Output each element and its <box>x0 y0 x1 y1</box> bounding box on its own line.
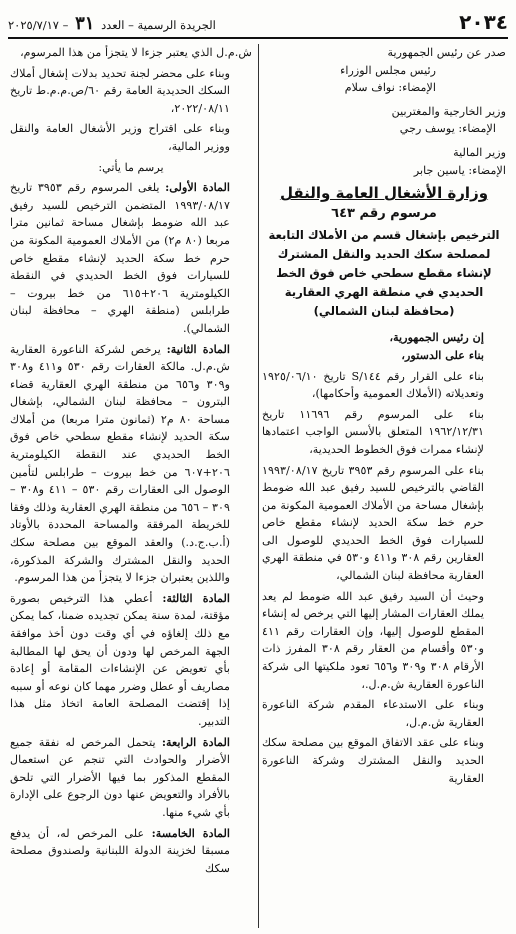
fin-title: وزير المالية <box>453 145 506 159</box>
article-2 <box>10 341 252 587</box>
article-4 <box>10 734 252 822</box>
issue-number: ٣١ <box>75 13 95 34</box>
article-label: المادة الخامسة: <box>151 825 230 840</box>
pm-signature: الإمضاء: نواف سلام <box>344 81 436 95</box>
article-label: المادة الثانية: <box>166 341 231 356</box>
decree-number: مرسوم رقم ٦٤٣ <box>331 205 437 221</box>
paragraph: وحيث أن السيد رفيق عبد الله ضومط لم يعد يملك العقارات المشار إليها التي يرخص له إنشاء المقطع للوصول إليها، وإن العقارات رقم ٤١١ و٥٣٠ وأقسام من العقار رقم ٣٠٨ المفرز ذات الأرقام ٣٠٨ و٣٠٩ و٦٥٦ تعود ملكيتها الى شركة الناعورة العقارية ش.م.ل.، <box>262 589 484 691</box>
article-text: على المرخص له، أن يدفع مسبقا لخزينة الدولة اللبنانية ولصندوق مصلحة سكك <box>10 826 230 875</box>
article-text: يرخص لشركة الناعورة العقارية ش.م.ل. مالكة العقارات رقم ٥٣٠ و٤١١ و٣٠٨ و٣٠٩ و٦٥٦ من منطقة الهري العقارية قضاء البترون – محافظة لبنان الشمالي، بإشغال مساحة ٨٠ م٢ (ثمانون مترا مربعا) من أملاك سكة الحديد لإنشاء مقطع سطحي خاص فوق الخط الحديدي عند النقطة الكيلومترية ٢٠٦+٦٠٧ من خط بيروت – طرابلس لتأمين الوصول الى العقارات رقم ٥٣٠ – ٤١١ و٣٠٨ – ٣٠٩ – ٦٥٦ من منطقة الهري العقارية وذلك وفقا للخريطة المرفقة والمساحة المحددة بالأوتاد (أ.ب.ج.د.) والعقد الموقع بين مصلحة سكك الحديد والنقل المشترك والشركة المذكورة، واللذين يعتبران جزءا لا يتجزأ من هذا المرسوم. <box>10 342 231 585</box>
ministry-heading: وزارة الأشغال العامة والنقل <box>279 184 489 203</box>
article-text: أعطي هذا الترخيص بصورة مؤقتة، لمدة سنة يمكن تجديده ضمنا، كما يمكن مع ذلك إلغاؤه في أي وقت دون أخذ موافقة الجهة المرخص لها ودون أن يحق لها المطالبة بأي تعويض عن الإنشاءات المقامة أو إعادة مصاريف أو عطل وضرر مهما كان نوعه أو سببه إذا إقتضت المصلحة العامة اتخاذ مثل هذا التدبير. <box>10 591 230 728</box>
paragraph: بناء على القرار رقم ١٤٤/S تاريخ ١٩٢٥/٠٦/١٠ وتعديلاته (الأملاك العمومية وأحكامها)، <box>262 369 484 401</box>
article-text: يلغى المرسوم رقم ٣٩٥٣ تاريخ ١٩٩٣/٠٨/١٧ المتضمن الترخيص للسيد رفيق عبد الله ضومط بإشغال مساحة ثمانين مترا مربعا (٨٠ م٢) من الأملاك العمومية المكونة من حرم خط سكة الحديد لإنشاء مقطع خاص للسيارات فوق الخط الحديدي في النقطة الكيلومترية ٢٠٦+٦١٥ من خط بيروت – طرابلس (منطقة الهري – محافظة لبنان الشمالي). <box>10 181 231 335</box>
article-5 <box>10 825 252 878</box>
fin-signature: الإمضاء: ياسين جابر <box>413 163 506 177</box>
page-number: ٢٠٣٤ <box>459 10 508 34</box>
page-header <box>8 8 508 34</box>
right-column <box>262 44 506 790</box>
pm-title: رئيس مجلس الوزراء <box>340 63 436 77</box>
article-label: المادة الثالثة: <box>162 590 230 605</box>
fm-title: وزير الخارجية والمغتربين <box>391 104 506 118</box>
issued-by: صدر عن رئيس الجمهورية <box>387 46 506 59</box>
president-line: إن رئيس الجمهورية، <box>389 330 484 345</box>
paragraph: ش.م.ل الذي يعتبر جزءا لا يتجزأ من هذا المرسوم، <box>20 46 252 59</box>
decrees-line: يرسم ما يأتي: <box>98 160 164 174</box>
column-divider <box>258 44 259 928</box>
article-label: المادة الأولى: <box>165 180 230 195</box>
article-label: المادة الرابعة: <box>161 734 230 749</box>
left-column <box>10 44 252 880</box>
article-3 <box>10 590 252 731</box>
paragraph: وبناء على اقتراح وزير الأشغال العامة والنقل ووزير المالية، <box>10 122 230 153</box>
paragraph: وبناء على محضر لجنة تحديد بدلات إشغال أملاك السكك الحديدية العامة رقم ٦٠/ص.م.م.ط تاريخ ٢٠٢٢/٠٨/١١، <box>10 66 231 115</box>
fm-signature: الإمضاء: يوسف رجي <box>399 122 496 136</box>
header-divider <box>8 37 508 39</box>
gazette-name: الجريدة الرسمية – العدد <box>101 18 216 32</box>
paragraph: وبناء على عقد الاتفاق الموقع بين مصلحة سكك الحديد والنقل المشترك وشركة الناعورة العقارية <box>262 736 484 785</box>
article-text: يتحمل المرخص له نفقة جميع الأضرار والحوادث التي تنجم عن استعمال المقطع المذكور بما فيها الأضرار التي تلحق بالأفراد والتعويض عنها دون الرجوع على الإدارة بأي شيء منها. <box>10 735 230 819</box>
paragraph: بناء على المرسوم رقم ١١٦٩٦ تاريخ ١٩٦٢/١٢/٣١ المتعلق بالأسس الواجب اعتمادها لإنشاء ممرات فوق الخطوط الحديدية، <box>262 407 484 456</box>
gazette-issue-line <box>8 13 216 34</box>
paragraph: وبناء على الاستدعاء المقدم شركة الناعورة العقارية ش.م.ل، <box>262 698 484 729</box>
article-1 <box>10 179 252 337</box>
decree-title: الترخيص بإشغال قسم من الأملاك التابعة لمصلحة سكك الحديد والنقل المشترك لإنشاء مقطع سطحي خاص فوق الخط الحديدي في منطقة الهري العقارية (محافظة لبنان الشمالي) <box>268 228 500 319</box>
issue-date: – ٢٠٢٥/٧/١٧ <box>8 18 69 32</box>
paragraph: بناء على المرسوم رقم ٣٩٥٣ تاريخ ١٩٩٣/٠٨/١٧ القاضي بالترخيص للسيد رفيق عبد الله ضومط بإشغال مساحة من الأملاك العمومية المكونة من حرم خط سكة الحديد لإنشاء مقطع خاص للسيارات فوق الخط الحديدي للوصول الى العقارين رقم ٣٠٨ و٤١١ و٥٣٠ في منطقة الهري العقارية محافظة لبنان الشمالي، <box>262 463 485 583</box>
constitution-line: بناء على الدستور، <box>401 347 484 362</box>
